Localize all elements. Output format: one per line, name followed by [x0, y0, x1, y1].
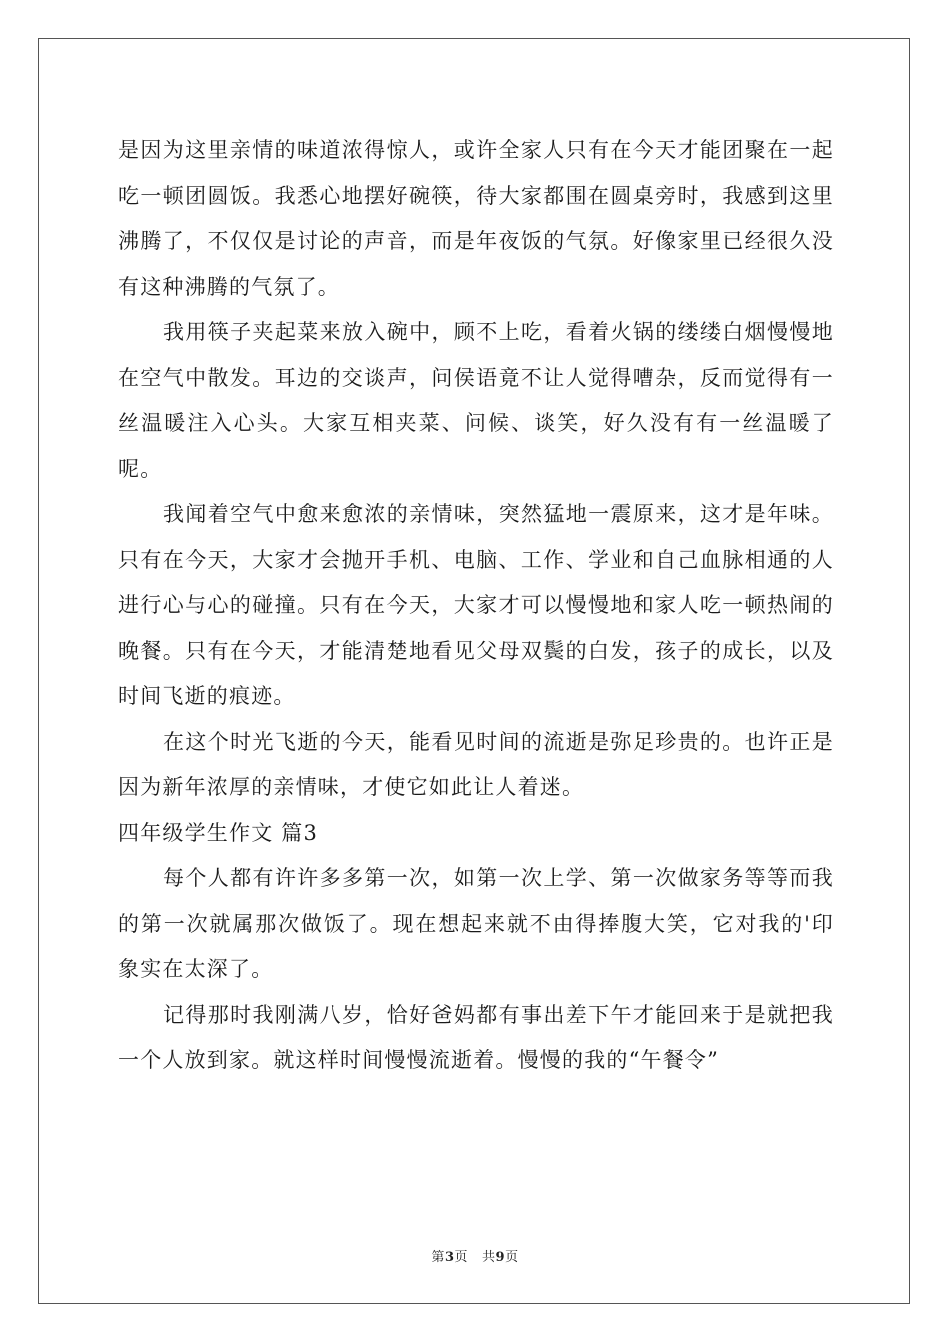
- paragraph: 我闻着空气中愈来愈浓的亲情味，突然猛地一震原来，这才是年味。只有在今天，大家才会抛开手机、电脑、工作、学业和自己血脉相通的人进行心与心的碰撞。只有在今天，大家才可以慢慢地和家人吃一顿热闹的晚餐。只有在今天，才能清楚地看见父母双鬓的白发，孩子的成长，以及时间飞逝的痕迹。: [118, 502, 834, 708]
- page-suffix: 页: [454, 1250, 468, 1265]
- paragraph-continued: 是因为这里亲情的味道浓得惊人，或许全家人只有在今天才能团聚在一起吃一顿团圆饭。我悉心地摆好碗筷，待大家都围在圆桌旁时，我感到这里沸腾了，不仅仅是讨论的声音，而是年夜饭的气氛。好像家里已经很久没有这种沸腾的气氛了。: [118, 138, 834, 299]
- section-heading: 四年级学生作文 篇3: [118, 820, 319, 845]
- page-footer: [0, 1246, 950, 1265]
- page-prefix: 第: [431, 1250, 445, 1265]
- page-number: 3: [444, 1250, 455, 1265]
- document-body: [118, 128, 834, 1084]
- total-prefix: 共: [482, 1250, 496, 1265]
- total-suffix: 页: [505, 1250, 519, 1265]
- paragraph: 每个人都有许许多多第一次，如第一次上学、第一次做家务等等而我的第一次就属那次做饭了。现在想起来就不由得捧腹大笑，它对我的'印象实在太深了。: [118, 866, 834, 981]
- paragraph: 记得那时我刚满八岁，恰好爸妈都有事出差下午才能回来于是就把我一个人放到家。就这样时间慢慢流逝着。慢慢的我的“午餐令”: [118, 1002, 834, 1072]
- total-pages: 9: [495, 1250, 506, 1265]
- paragraph: 在这个时光飞逝的今天，能看见时间的流逝是弥足珍贵的。也许正是因为新年浓厚的亲情味，才使它如此让人着迷。: [118, 729, 834, 799]
- paragraph: 我用筷子夹起菜来放入碗中，顾不上吃，看着火锅的缕缕白烟慢慢地在空气中散发。耳边的交谈声，问侯语竟不让人觉得嘈杂，反而觉得有一丝温暖注入心头。大家互相夹菜、问候、谈笑，好久没有有一丝温暖了呢。: [118, 320, 834, 481]
